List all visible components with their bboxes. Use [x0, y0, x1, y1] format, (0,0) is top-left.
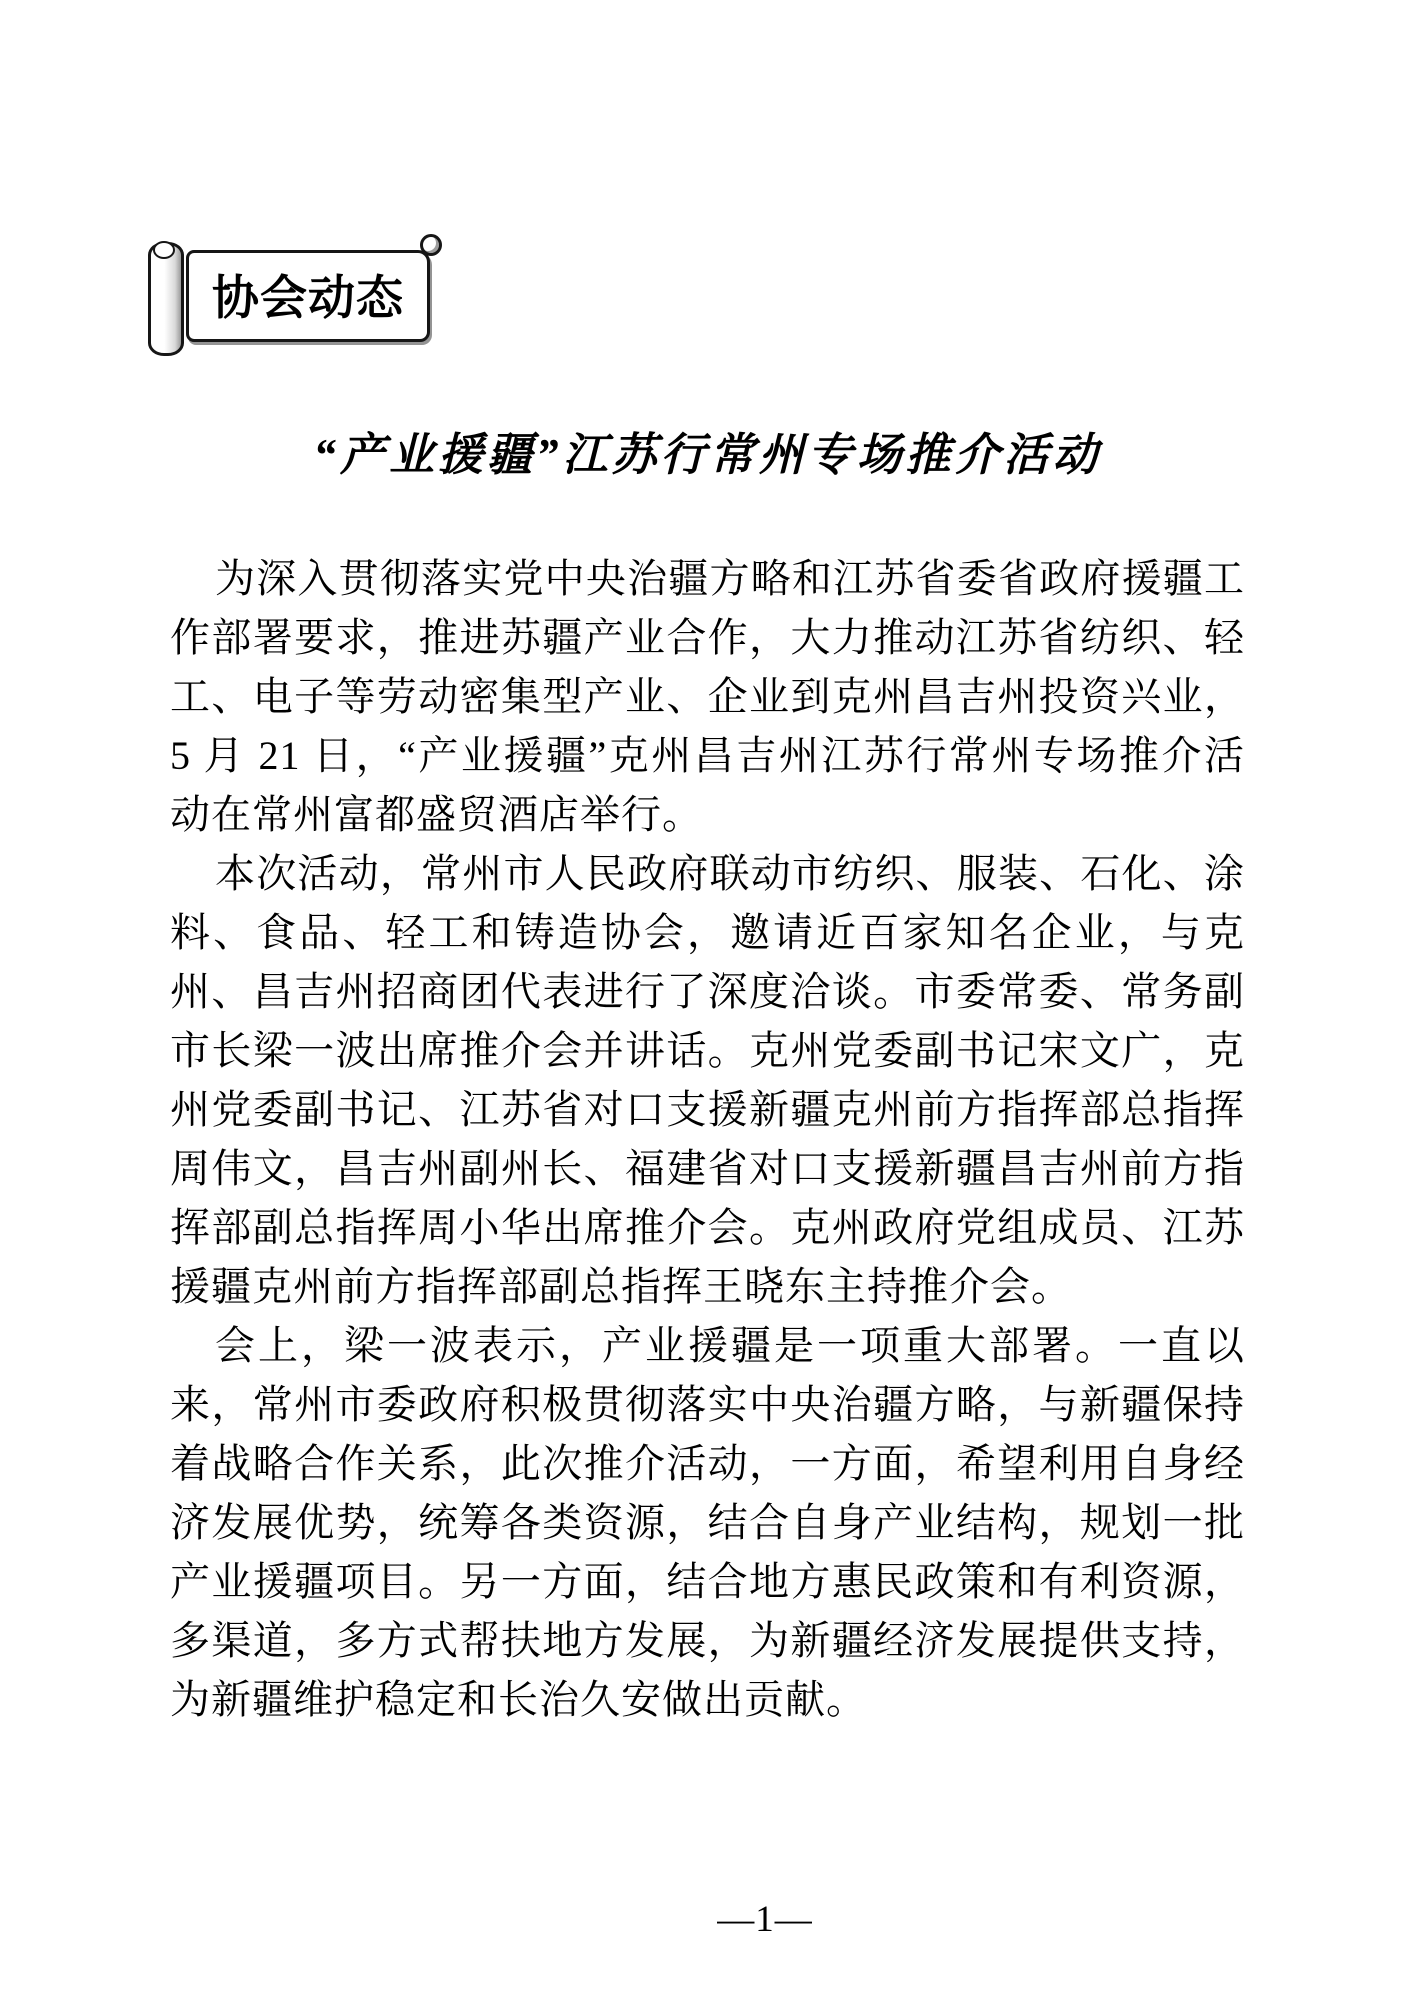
paragraph-1: 为深入贯彻落实党中央治疆方略和江苏省委省政府援疆工作部署要求，推进苏疆产业合作，大力推动江苏省纺织、轻工、电子等劳动密集型产业、企业到克州昌吉州投资兴业，5 月 21 日，“产业援疆”克州昌吉州江苏行常州专场推介活动在常州富都盛贸酒店举行。	[170, 556, 1245, 837]
paragraph-3: 会上，梁一波表示，产业援疆是一项重大部署。一直以来，常州市委政府积极贯彻落实中央治疆方略，与新疆保持着战略合作关系，此次推介活动，一方面，希望利用自身经济发展优势，统筹各类资源，结合自身产业结构，规划一批产业援疆项目。另一方面，结合地方惠民政策和有利资源，多渠道，多方式帮扶地方发展，为新疆经济发展提供支持，为新疆维护稳定和长治久安做出贡献。	[170, 1323, 1245, 1722]
paragraph-2: 本次活动，常州市人民政府联动市纺织、服装、石化、涂料、食品、轻工和铸造协会，邀请近百家知名企业，与克州、昌吉州招商团代表进行了深度洽谈。市委常委、常务副市长梁一波出席推介会并讲话。克州党委副书记宋文广，克州党委副书记、江苏省对口支援新疆克州前方指挥部总指挥周伟文，昌吉州副州长、福建省对口支援新疆昌吉州前方指挥部副总指挥周小华出席推介会。克州政府党组成员、江苏援疆克州前方指挥部副总指挥王晓东主持推介会。	[170, 851, 1245, 1309]
article-title: “产业援疆”江苏行常州专场推介活动	[313, 430, 1102, 480]
article-body	[170, 549, 1245, 1729]
banner-label: 协会动态	[212, 270, 404, 324]
section-banner	[146, 228, 446, 360]
page-number: —1—	[717, 1899, 813, 1940]
banner-body	[186, 250, 430, 342]
scroll-roll-icon	[148, 242, 184, 356]
